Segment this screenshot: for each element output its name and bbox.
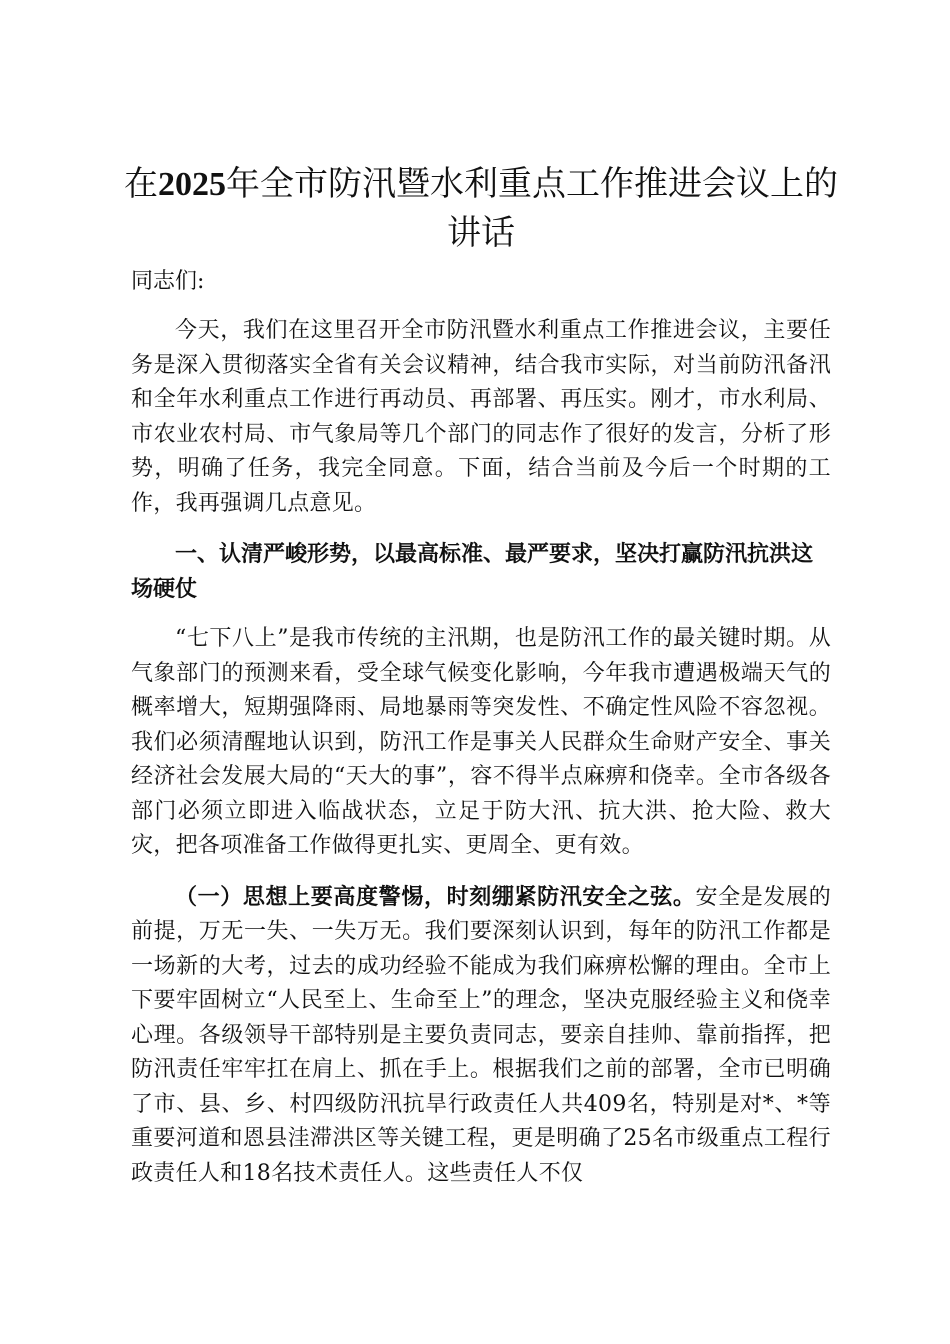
document-title — [119, 160, 843, 257]
title-year: 2025 — [158, 166, 226, 203]
subsection-1-paragraph — [131, 880, 831, 1192]
title-prefix: 在 — [124, 164, 158, 204]
section-heading-1: 一、认清严峻形势，以最高标准、最严要求，坚决打赢防汛抗洪这场硬仗 — [131, 541, 814, 602]
subsection-1-body: 安全是发展的前提，万无一失、一失万无。我们要深刻认识到，每年的防汛工作都是一场新的大考，过去的成功经验不能成为我们麻痹松懈的理由。全市上下要牢固树立“人民至上、生命至上”的理念，坚决克服经验主义和侥幸心理。各级领导干部特别是主要负责同志，要亲自挂帅、靠前指挥，把防汛责任牢牢扛在肩上、抓在手上。根据我们之前的部署，全市已明确了市、县、乡、村四级防汛抗旱行政责任人共409名，特别是对*、*等重要河道和恩县洼滞洪区等关键工程，更是明确了25名市级重点工程行政责任人和18名技术责任人。这些责任人不仅 — [131, 884, 831, 1186]
title-suffix: 年全市防汛暨水利重点工作推进会议上的讲话 — [226, 164, 838, 253]
intro-paragraph: 今天，我们在这里召开全市防汛暨水利重点工作推进会议，主要任务是深入贯彻落实全省有关会议精神，结合我市实际，对当前防汛备汛和全年水利重点工作进行再动员、再部署、再压实。刚才，市水利局、市农业农村局、市气象局等几个部门的同志作了很好的发言，分析了形势，明确了任务，我完全同意。下面，结合当前及今后一个时期的工作，我再强调几点意见。 — [131, 318, 831, 516]
document-page — [124, 160, 838, 1207]
salutation: 同志们: — [131, 269, 205, 294]
subsection-1-lead: （一）思想上要高度警惕，时刻绷紧防汛安全之弦。 — [175, 883, 696, 910]
section-1-paragraph: “七下八上”是我市传统的主汛期，也是防汛工作的最关键时期。从气象部门的预测来看，受全球气候变化影响，今年我市遭遇极端天气的概率增大，短期强降雨、局地暴雨等突发性、不确定性风险不容忽视。我们必须清醒地认识到，防汛工作是事关人民群众生命财产安全、事关经济社会发展大局的“天大的事”，容不得半点麻痹和侥幸。全市各级各部门必须立即进入临战状态，立足于防大汛、抗大洪、抢大险、救大灾，把各项准备工作做得更扎实、更周全、更有效。 — [131, 626, 831, 858]
